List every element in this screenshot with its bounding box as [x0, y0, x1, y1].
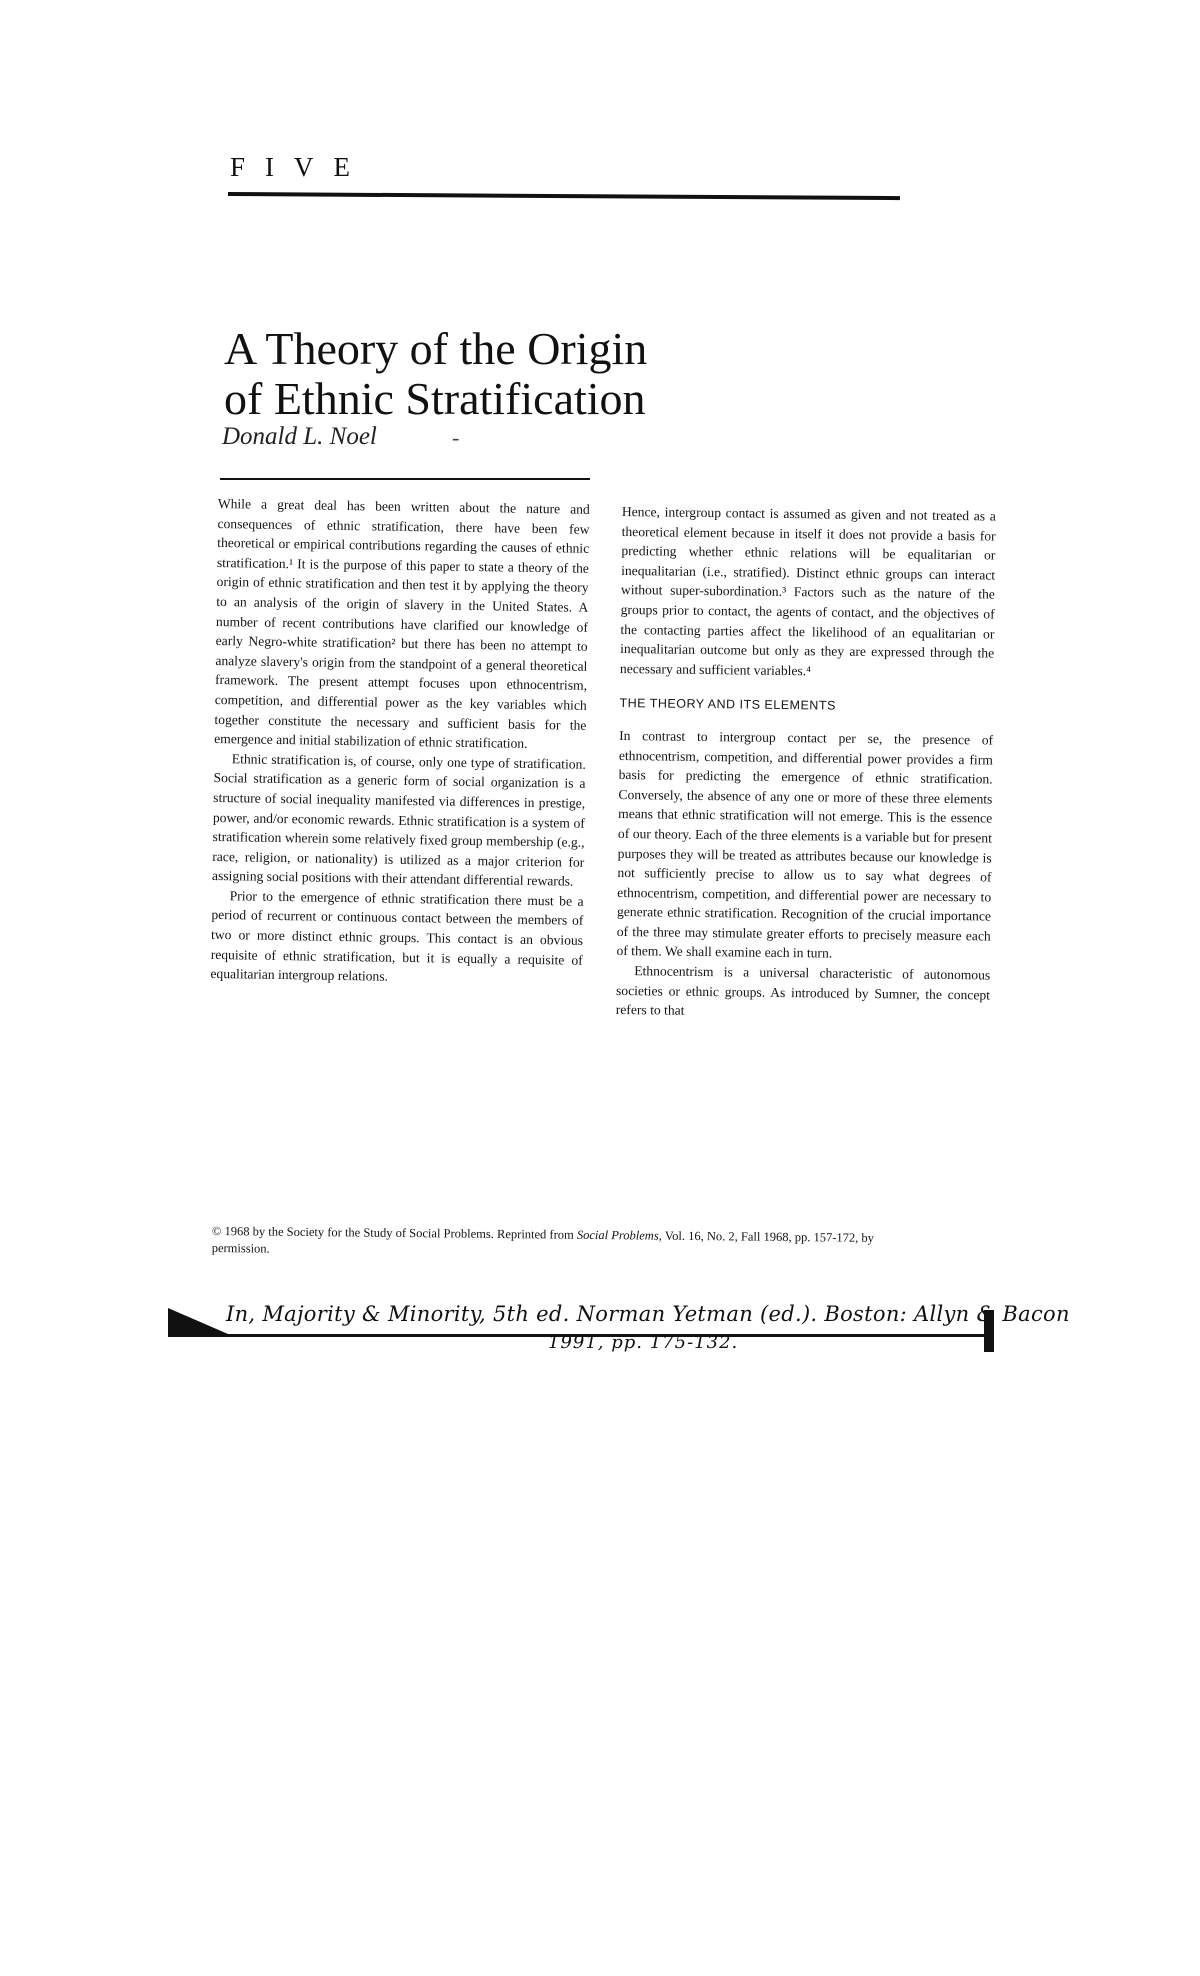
right-paragraph-1: Hence, intergroup contact is assumed as given and not treated as a theoretical element because in itself it does not provide a basis for predicting whether ethnic relations will be equalitarian or inequalitarian (i.e., stratified). Distinct ethnic groups can interact without super-subordination.³ Factors such as the nature of the groups prior to contact, the agents of contact, and the objectives of the contacting parties affect the likelihood of an equalitarian or inequalitarian outcome but only as they are expressed through the necessary and sufficient variables.⁴ — [619, 503, 996, 679]
left-paragraph-2: Ethnic stratification is, of course, only one type of stratification. Social stratification as a generic form of social organization is a structure of social inequality manifested via differences in prestige, power, and/or economic rewards. Ethnic stratification is a system of stratification wherein some relatively fixed group membership (e.g., race, religion, or nationality) is utilized as a major criterion for assigning social positions with their attendant differential rewards. — [211, 750, 586, 889]
right-paragraph-3: Ethnocentrism is a universal characteristic of autonomous societies or ethnic groups. As introduced by Sumner, the concept refers to that — [615, 963, 991, 1019]
chapter-rule — [228, 192, 900, 200]
right-paragraph-2: In contrast to intergroup contact per se, the presence of ethnocentrism, competition, and differential power provides a firm basis for predicting the emergence of ethnic stratification. Conversely, the absence of any one or more of these three elements means that ethnic stratification will not emerge. This is the essence of our theory. Each of the three elements is a variable but for present purposes they will be treated as attributes because our knowledge is not sufficiently precise to allow us to say what degrees of ethnocentrism, competition, and differential power are necessary to generate ethnic stratification. Recognition of the crucial importance of the three may stimulate greater efforts to precisely measure each of them. We shall examine each in turn. — [616, 727, 994, 962]
footnote-text-before: © 1968 by the Society for the Study of Social Problems. Reprinted from — [211, 1224, 577, 1242]
left-column — [210, 494, 590, 990]
author-name: Donald L. Noel — [222, 423, 377, 450]
copyright-footnote — [212, 1223, 932, 1265]
section-heading: THE THEORY AND ITS ELEMENTS — [619, 696, 836, 713]
left-paragraph-3: Prior to the emergence of ethnic stratification there must be a period of recurrent or continuous contact between the members of two or more distinct ethnic groups. This contact is an obvious requisite of ethnic stratification, but it is equally a requisite of equalitarian intergroup relations. — [210, 888, 584, 984]
chapter-label: FIVE — [230, 152, 370, 182]
author-mark: - — [452, 425, 460, 450]
citation-line-1: In, Majority & Minority, 5th ed. Norman Yetman (ed.). Boston: Allyn & Bacon — [226, 1302, 1070, 1326]
article-title — [224, 324, 647, 424]
title-line-1: A Theory of the Origin — [224, 323, 648, 374]
footnote-text-after: , Vol. 16, No. 2, Fall 1968, pp. 157-172, by permission. — [211, 1228, 874, 1256]
left-paragraph-1: While a great deal has been written about the nature and consequences of ethnic stratification, there have been few theoretical or empirical contributions regarding the causes of ethnic stratification.¹ It is the purpose of this paper to state a theory of the origin of ethnic stratification and then test it by applying the theory to an analysis of the origin of slavery in the United States. A number of recent contributions have clarified our knowledge of early Negro-white stratification² but there has been no attempt to analyze slavery's origin from the standpoint of a general theoretical framework. The present attempt focuses upon ethnocentrism, competition, and differential power as the key variables which together constitute the necessary and sufficient basis for the emergence and initial stabilization of ethnic stratification. — [214, 495, 590, 752]
footnote-journal: Social Problems — [576, 1227, 659, 1243]
citation-line-2: 1991, pp. 175-132. — [548, 1332, 739, 1353]
column-rule — [220, 478, 590, 480]
handwritten-citation — [168, 1302, 1070, 1353]
right-column — [616, 502, 996, 1024]
citation-bar-left-mark — [168, 1308, 228, 1334]
title-line-2: of Ethnic Stratification — [224, 373, 646, 424]
